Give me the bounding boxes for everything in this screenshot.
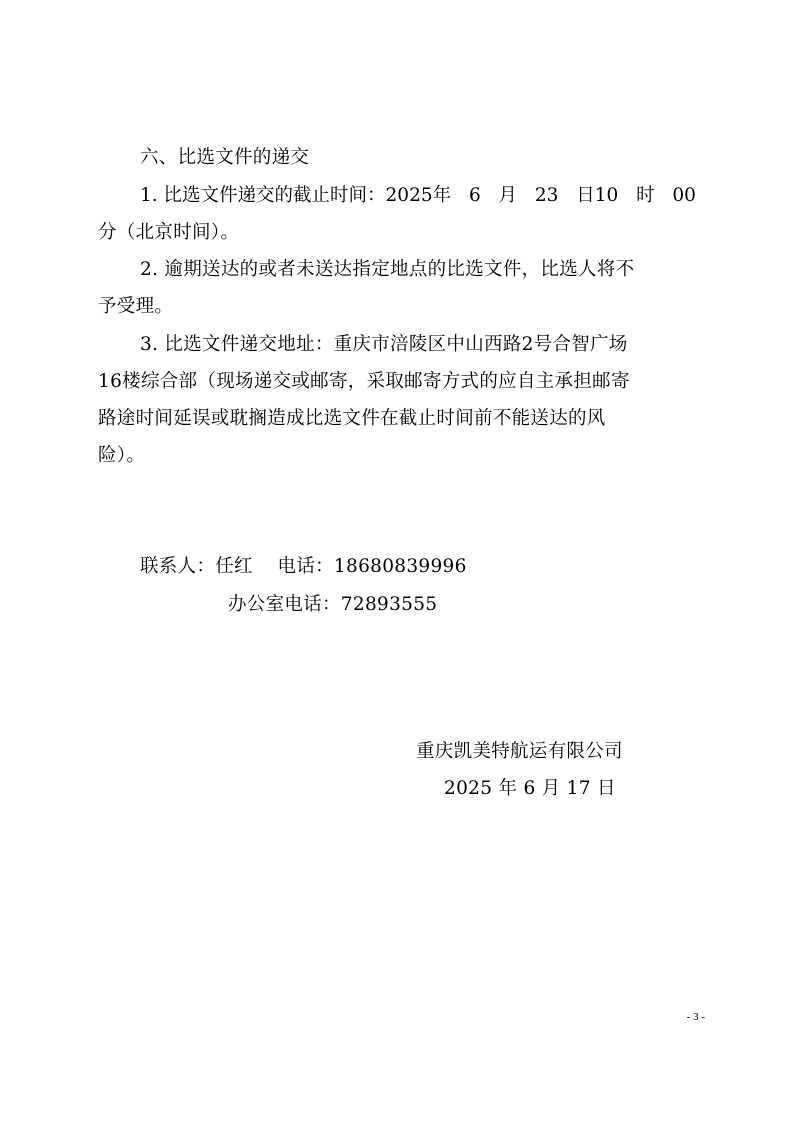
- page-number: - 3 -: [686, 1011, 705, 1023]
- item1-text-c: 月: [498, 185, 518, 206]
- section-heading: 六、比选文件的递交: [140, 147, 310, 168]
- item1-text-a: 1. 比选文件递交的截止时间：2025年: [140, 185, 452, 206]
- contact-person-line: 联系人：任红 电话：18680839996: [140, 556, 467, 577]
- item1-text-g: 00: [672, 185, 696, 206]
- company-signature: 重庆凯美特航运有限公司: [416, 741, 623, 762]
- item3-line3: 路途时间延误或耽搁造成比选文件在截止时间前不能送达的风: [98, 408, 606, 429]
- item2-line2: 予受理。: [98, 296, 174, 317]
- item1-text-f: 时: [636, 185, 655, 206]
- item3-line2: 16楼综合部（现场递交或邮寄，采取邮寄方式的应自主承担邮寄: [98, 371, 630, 392]
- item1-line2: 分（北京时间）。: [98, 222, 240, 243]
- item1-text-b: 6: [468, 185, 481, 206]
- signature-date: 2025 年 6 月 17 日: [444, 778, 616, 799]
- office-phone-line: 办公室电话：72893555: [228, 594, 438, 615]
- item2-line1: 2. 逾期送达的或者未送达指定地点的比选文件，比选人将不: [140, 259, 635, 280]
- item1-text-e: 日10: [576, 185, 619, 206]
- item1-line1: [140, 184, 696, 208]
- item1-text-d: 23: [534, 185, 559, 206]
- item3-line1: 3. 比选文件递交地址：重庆市涪陵区中山西路2号合智广场: [140, 334, 628, 355]
- item3-line4: 险）。: [98, 445, 146, 466]
